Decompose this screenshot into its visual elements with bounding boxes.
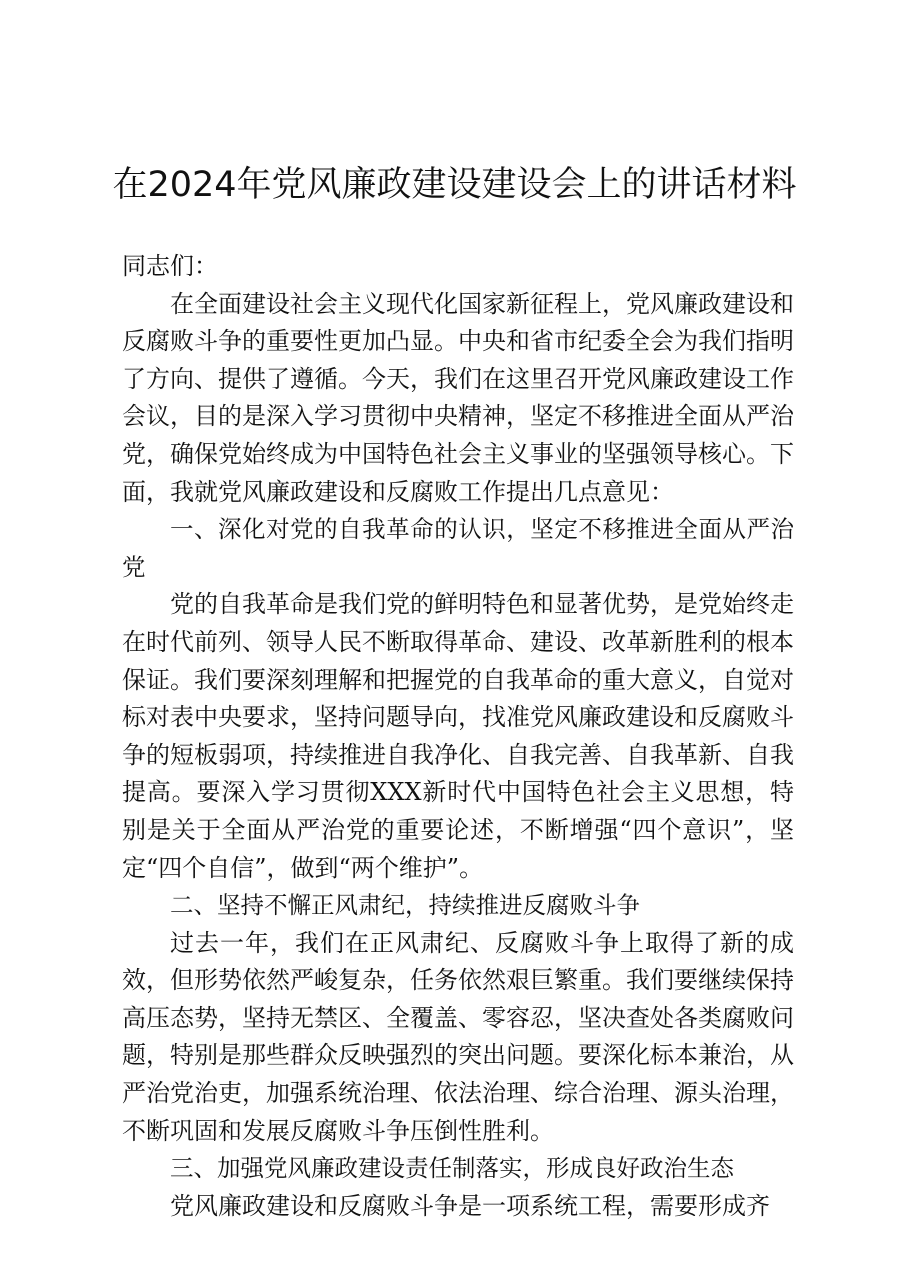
document-body bbox=[122, 248, 794, 1225]
section-paragraph-3: 党风廉政建设和反腐败斗争是一项系统工程，需要形成齐 bbox=[170, 1191, 770, 1220]
section-heading-2: 二、坚持不懈正风肃纪，持续推进反腐败斗争 bbox=[170, 891, 640, 920]
section-paragraph-2: 过去一年，我们在正风肃纪、反腐败斗争上取得了新的成效，但形势依然严峻复杂，任务依然艰巨繁重。我们要继续保持高压态势，坚持无禁区、全覆盖、零容忍，坚决查处各类腐败问题，特别是那些群众反映强烈的突出问题。要深化标本兼治，从严治党治吏，加强系统治理、依法治理、综合治理、源头治理，不断巩固和发展反腐败斗争压倒性胜利。 bbox=[122, 928, 794, 1145]
section-heading-1: 一、深化对党的自我革命的认识，坚定不移推进全面从严治党 bbox=[122, 515, 794, 581]
intro-paragraph: 在全面建设社会主义现代化国家新征程上，党风廉政建设和反腐败斗争的重要性更加凸显。中央和省市纪委全会为我们指明了方向、提供了遵循。今天，我们在这里召开党风廉政建设工作会议，目的是深入学习贯彻中央精神，坚定不移推进全面从严治党，确保党始终成为中国特色社会主义事业的坚强领导核心。下面，我就党风廉政建设和反腐败工作提出几点意见： bbox=[122, 289, 794, 506]
salutation: 同志们： bbox=[122, 252, 218, 280]
section-heading-3: 三、加强党风廉政建设责任制落实，形成良好政治生态 bbox=[170, 1154, 734, 1183]
section-paragraph-1: 党的自我革命是我们党的鲜明特色和显著优势，是党始终走在时代前列、领导人民不断取得革命、建设、改革新胜利的根本保证。我们要深刻理解和把握党的自我革命的重大意义，自觉对标对表中央要求，坚持问题导向，找准党风廉政建设和反腐败斗争的短板弱项，持续推进自我净化、自我完善、自我革新、自我提高。要深入学习贯彻XXX新时代中国特色社会主义思想，特别是关于全面从严治党的重要论述，不断增强“四个意识”，坚定“四个自信”，做到“两个维护”。 bbox=[122, 590, 794, 882]
document-title: 在2024年党风廉政建设建设会上的讲话材料 bbox=[112, 165, 797, 205]
